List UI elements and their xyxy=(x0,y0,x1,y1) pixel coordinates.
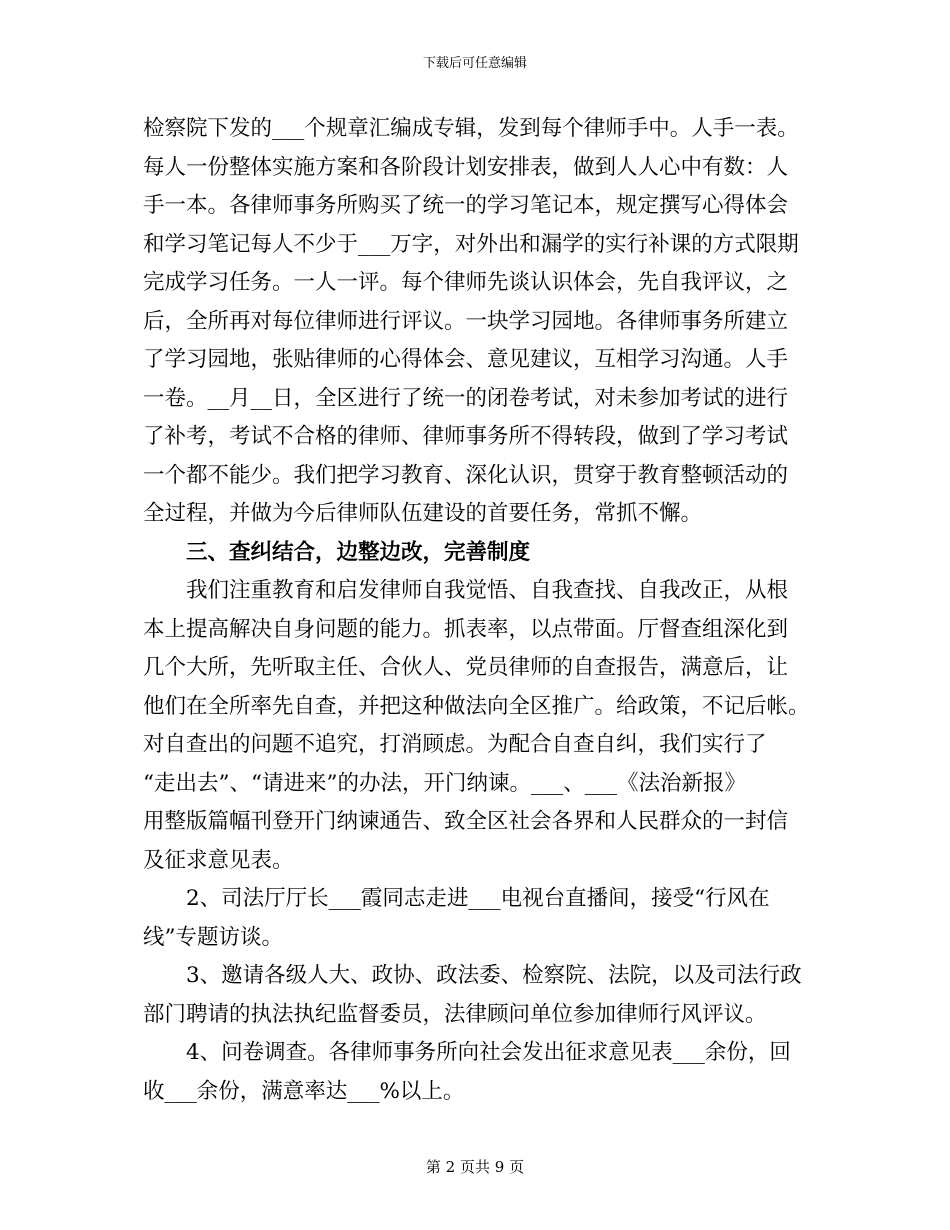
paragraph-line: 他们在全所率先自查，并把这种做法向全区推广。给政策，不记后帐。 xyxy=(143,693,810,719)
paragraph-line: 一个都不能少。我们把学习教育、深化认识，贯穿于教育整顿活动的 xyxy=(143,462,789,488)
list-item-line: 部门聘请的执法执纪监督委员，法律顾问单位参加律师行风评议。 xyxy=(143,1001,767,1027)
paragraph-line: 完成学习任务。一人一评。每个律师先谈认识体会，先自我评议，之 xyxy=(143,270,789,295)
paragraph-line: 全过程，并做为今后律师队伍建设的首要任务，常抓不懈。 xyxy=(143,501,703,526)
list-item-line: 3、邀请各级人大、政协、政法委、检察院、法院，以及司法行政 xyxy=(186,963,802,988)
paragraph-line: 后，全所再对每位律师进行评议。一块学习园地。各律师事务所建立 xyxy=(143,308,789,334)
document-body xyxy=(143,110,810,1111)
paragraph-line: 和学习笔记每人不少于___万字，对外出和漏学的实行补课的方式限期 xyxy=(143,231,799,257)
paragraph-line: 了学习园地，张贴律师的心得体会、意见建议，互相学习沟通。人手 xyxy=(143,347,789,372)
list-item-line: 收___余份，满意率达___%以上。 xyxy=(143,1078,465,1104)
paragraph-line: 及征求意见表。 xyxy=(143,847,294,873)
paragraph-line: 对自查出的问题不追究，打消顾虑。为配合自查自纠，我们实行了 xyxy=(143,732,767,757)
paragraph-line: “走出去”、“请进来”的办法，开门纳谏。___、___《法治新报》 xyxy=(143,770,746,796)
paragraph-line: 检察院下发的___个规章汇编成专辑，发到每个律师手中。人手一表。 xyxy=(143,116,799,141)
paragraph-line: 我们注重教育和启发律师自我觉悟、自我查找、自我改正，从根 xyxy=(186,578,789,603)
paragraph-line: 本上提高解决自身问题的能力。抓表率，以点带面。厅督查组深化到 xyxy=(143,616,789,642)
paragraph-line: 手一本。各律师事务所购买了统一的学习笔记本，规定撰写心得体会 xyxy=(143,193,789,218)
paragraph-line: 每人一份整体实施方案和各阶段计划安排表，做到人人心中有数：人 xyxy=(143,154,789,180)
paragraph-line: 用整版篇幅刊登开门纳谏通告、致全区社会各界和人民群众的一封信 xyxy=(143,809,789,834)
page-header: 下载后可任意编辑 xyxy=(422,56,527,71)
section-heading: 三、查纠结合，边整边改，完善制度 xyxy=(186,539,531,565)
paragraph-line: 一卷。__月__日，全区进行了统一的闭卷考试，对未参加考试的进行 xyxy=(143,385,789,411)
list-item-line: 4、问卷调查。各律师事务所向社会发出征求意见表___余份，回 xyxy=(186,1040,791,1065)
page-footer: 第 2 页共 9 页 xyxy=(425,1158,525,1176)
paragraph-line: 了补考，考试不合格的律师、律师事务所不得转段，做到了学习考试 xyxy=(143,424,789,449)
list-item-line: 2、司法厅厅长___霞同志走进___电视台直播间，接受“行风在 xyxy=(186,886,770,911)
list-item-line: 线”专题访谈。 xyxy=(143,924,283,950)
paragraph-line: 几个大所，先听取主任、合伙人、党员律师的自查报告，满意后，让 xyxy=(143,655,789,680)
